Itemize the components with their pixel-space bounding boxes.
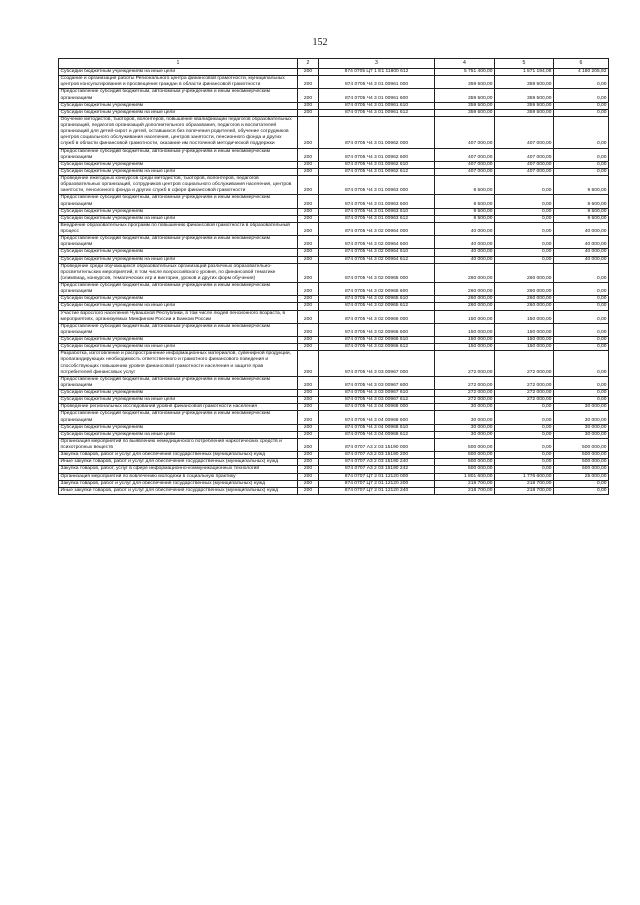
row-group-cell: 200 — [298, 69, 319, 76]
row-value-col6: 40 000,00 — [554, 222, 609, 235]
table-row — [59, 222, 609, 235]
header-col-5: 5 — [495, 59, 554, 69]
row-value-col5: 407 000,00 — [495, 116, 554, 148]
table-row — [59, 168, 609, 175]
row-name-cell: Субсидии бюджетным учреждениям на иные цели — [59, 431, 298, 438]
row-value-col5: 359 500,00 — [495, 76, 554, 89]
table-row — [59, 351, 609, 377]
row-name-cell: Внедрение образовательных программ по повышению финансовой грамотности в образовательный процесс — [59, 222, 298, 235]
row-group-cell: 200 — [298, 109, 319, 116]
header-col-6: 6 — [554, 59, 609, 69]
row-code-cell: 874 0707 А3 2 03 15190 200 — [319, 452, 435, 459]
row-name-cell: Закупка товаров, работ и услуг для обеспечения государственных (муниципальных) нужд — [59, 480, 298, 487]
row-code-cell: 874 0705 Ч4 3 03 00967 610 — [319, 390, 435, 397]
row-code-cell: 874 0705 Ч4 3 01 00963 000 — [319, 176, 435, 195]
row-value-col6: 0,00 — [554, 303, 609, 310]
row-value-col4: 500 000,00 — [435, 438, 495, 451]
row-name-cell: Субсидии бюджетным учреждениям — [59, 337, 298, 344]
row-value-col5: 0,00 — [495, 215, 554, 222]
table-row — [59, 283, 609, 296]
row-value-col4: 218 700,00 — [435, 487, 495, 494]
row-value-col5: 359 500,00 — [495, 102, 554, 109]
row-value-col5: 260 000,00 — [495, 303, 554, 310]
row-value-col4: 9 500,00 — [435, 208, 495, 215]
row-group-cell: 200 — [298, 89, 319, 102]
row-value-col6: 0,00 — [554, 323, 609, 336]
row-group-cell: 200 — [298, 487, 319, 494]
row-code-cell: 874 0705 Ч4 3 03 00967 612 — [319, 397, 435, 404]
row-value-col6: 30 000,00 — [554, 411, 609, 424]
row-value-col6: 0,00 — [554, 168, 609, 175]
row-value-col6: 9 500,00 — [554, 195, 609, 208]
row-group-cell: 200 — [298, 452, 319, 459]
row-group-cell: 200 — [298, 236, 319, 249]
row-value-col6: 0,00 — [554, 296, 609, 303]
row-group-cell: 200 — [298, 256, 319, 263]
row-value-col4: 500 000,00 — [435, 459, 495, 466]
row-value-col4: 359 500,00 — [435, 89, 495, 102]
table-row — [59, 411, 609, 424]
table-header-row — [59, 59, 609, 69]
row-name-cell: Субсидии бюджетным учреждениям — [59, 424, 298, 431]
row-code-cell: 874 0705 Ч4 3 01 00963 600 — [319, 195, 435, 208]
table-row — [59, 487, 609, 494]
row-value-col5: 0,00 — [495, 438, 554, 451]
row-value-col6: 0,00 — [554, 148, 609, 161]
table-row — [59, 404, 609, 411]
row-value-col4: 359 500,00 — [435, 109, 495, 116]
row-code-cell: 874 0705 Ч4 3 02 00966 000 — [319, 310, 435, 323]
row-group-cell: 200 — [298, 351, 319, 377]
row-value-col4: 407 000,00 — [435, 168, 495, 175]
table-row — [59, 69, 609, 76]
row-code-cell: 874 0705 Ч4 3 02 00964 610 — [319, 249, 435, 256]
row-name-cell: Организация мероприятий по выявлению немедицинского потребления наркотических средств и психотропных веществ — [59, 438, 298, 451]
row-group-cell: 200 — [298, 148, 319, 161]
table-row — [59, 109, 609, 116]
row-group-cell: 200 — [298, 310, 319, 323]
row-group-cell: 200 — [298, 208, 319, 215]
row-value-col6: 0,00 — [554, 161, 609, 168]
row-value-col6: 0,00 — [554, 283, 609, 296]
row-value-col5: 0,00 — [495, 452, 554, 459]
row-code-cell: 874 0705 Ч4 3 01 00962 000 — [319, 116, 435, 148]
row-group-cell: 200 — [298, 411, 319, 424]
row-code-cell: 874 0705 Ч4 3 01 00962 600 — [319, 148, 435, 161]
row-value-col4: 40 000,00 — [435, 236, 495, 249]
row-name-cell: Предоставление субсидий бюджетным, автономным учреждениям и иным некоммерческим организациям — [59, 89, 298, 102]
row-value-col6: 0,00 — [554, 390, 609, 397]
row-value-col6: 40 000,00 — [554, 256, 609, 263]
row-group-cell: 200 — [298, 222, 319, 235]
row-name-cell: Субсидии бюджетным учреждениям на иные цели — [59, 109, 298, 116]
row-code-cell: 874 0705 Ч4 3 02 00964 000 — [319, 222, 435, 235]
table-row — [59, 215, 609, 222]
row-value-col4: 40 000,00 — [435, 249, 495, 256]
row-group-cell: 200 — [298, 344, 319, 351]
table-row — [59, 424, 609, 431]
table-row — [59, 310, 609, 323]
row-value-col5: 0,00 — [495, 249, 554, 256]
row-value-col4: 218 700,00 — [435, 480, 495, 487]
row-name-cell: Проведение региональных исследований уровня финансовой грамотности населения — [59, 404, 298, 411]
table-row — [59, 176, 609, 195]
table-row — [59, 208, 609, 215]
row-value-col5: 0,00 — [495, 208, 554, 215]
row-name-cell: Субсидии бюджетным учреждениям на иные цели — [59, 303, 298, 310]
row-name-cell: Проведение ежегодных конкурсов среди методистов, тьюторов, волонтеров, педагогов образовательных организаций, сотрудников центров социального обслуживания населения, центров занятости, пенсионного фонда и других служб в сфере финансовой грамотности — [59, 176, 298, 195]
row-value-col5: 150 000,00 — [495, 310, 554, 323]
row-name-cell: Предоставление субсидий бюджетным, автономным учреждениям и иным некоммерческим организациям — [59, 236, 298, 249]
row-code-cell: 874 0705 Ч4 3 04 00968 000 — [319, 404, 435, 411]
row-code-cell: 874 0707 А3 2 03 15190 000 — [319, 438, 435, 451]
row-value-col6: 40 000,00 — [554, 236, 609, 249]
row-value-col5: 150 000,00 — [495, 337, 554, 344]
row-group-cell: 200 — [298, 438, 319, 451]
row-group-cell: 200 — [298, 161, 319, 168]
row-name-cell: Субсидии бюджетным учреждениям на иные цели — [59, 69, 298, 76]
row-code-cell: 874 0705 Ч4 3 01 00961 000 — [319, 76, 435, 89]
table-row — [59, 466, 609, 473]
row-value-col6: 4 180 205,92 — [554, 69, 609, 76]
table-row — [59, 459, 609, 466]
row-value-col4: 1 801 600,00 — [435, 473, 495, 480]
row-value-col6: 9 500,00 — [554, 176, 609, 195]
row-group-cell: 200 — [298, 215, 319, 222]
row-name-cell: Субсидии бюджетным учреждениям на иные цели — [59, 168, 298, 175]
row-name-cell: Организация мероприятий по вовлечению молодежи в социальную практику — [59, 473, 298, 480]
row-value-col4: 5 751 400,00 — [435, 69, 495, 76]
row-group-cell: 200 — [298, 459, 319, 466]
row-code-cell: 874 0705 Ч4 3 02 00965 000 — [319, 263, 435, 282]
row-value-col4: 407 000,00 — [435, 116, 495, 148]
page-number: 152 — [312, 37, 328, 48]
row-value-col6: 25 000,00 — [554, 473, 609, 480]
row-value-col4: 150 000,00 — [435, 310, 495, 323]
row-value-col5: 218 700,00 — [495, 480, 554, 487]
row-group-cell: 200 — [298, 195, 319, 208]
row-name-cell: Субсидии бюджетным учреждениям на иные цели — [59, 256, 298, 263]
row-value-col6: 0,00 — [554, 116, 609, 148]
row-code-cell: 874 0705 Ч4 3 01 00961 610 — [319, 102, 435, 109]
row-value-col6: 0,00 — [554, 310, 609, 323]
row-value-col5: 1 571 194,08 — [495, 69, 554, 76]
table-row — [59, 452, 609, 459]
row-group-cell: 200 — [298, 466, 319, 473]
row-group-cell: 200 — [298, 376, 319, 389]
row-value-col5: 0,00 — [495, 466, 554, 473]
row-code-cell: 874 0705 Ц7 1 Е1 11800 612 — [319, 69, 435, 76]
row-value-col6: 0,00 — [554, 76, 609, 89]
row-value-col6: 500 000,00 — [554, 459, 609, 466]
header-col-3: 3 — [319, 59, 435, 69]
row-group-cell: 200 — [298, 404, 319, 411]
row-value-col6: 500 000,00 — [554, 466, 609, 473]
row-value-col6: 0,00 — [554, 376, 609, 389]
row-value-col4: 359 500,00 — [435, 102, 495, 109]
table-row — [59, 296, 609, 303]
row-name-cell: Субсидии бюджетным учреждениям на иные цели — [59, 215, 298, 222]
row-code-cell: 874 0705 Ч4 3 01 00963 612 — [319, 215, 435, 222]
row-name-cell: Разработка, изготовление и распространение информационных материалов, сувенирной продукции, пропагандирующих необходимость ответственного и грамотного финансового поведения и способствующих повышению уровня финансовой грамотности населения и защите прав потребителей финансовых услуг — [59, 351, 298, 377]
row-value-col5: 407 000,00 — [495, 161, 554, 168]
row-code-cell: 874 0705 Ч4 3 02 00965 600 — [319, 283, 435, 296]
row-name-cell: Предоставление субсидий бюджетным, автономным учреждениям и иным некоммерческим организациям — [59, 411, 298, 424]
row-value-col6: 0,00 — [554, 263, 609, 282]
row-group-cell: 200 — [298, 424, 319, 431]
row-name-cell: Обучение методистов, тьюторов, волонтеров, повышение квалификации педагогов образовательных организаций, педагогов организаций дополнительного образования, педагогов и воспитателей организаций для детей-сирот и детей, оставшихся без попечения родителей, обучение сотрудников центров социального обслуживания населения, центров занятости, пенсионного фонда и других служб в области финансовой грамотности, оказание им постоянной методической поддержки — [59, 116, 298, 148]
row-group-cell: 200 — [298, 102, 319, 109]
row-value-col4: 40 000,00 — [435, 256, 495, 263]
row-value-col5: 150 000,00 — [495, 323, 554, 336]
row-name-cell: Субсидии бюджетным учреждениям — [59, 296, 298, 303]
row-value-col4: 30 000,00 — [435, 411, 495, 424]
row-value-col6: 0,00 — [554, 344, 609, 351]
row-value-col4: 260 000,00 — [435, 303, 495, 310]
table-row — [59, 102, 609, 109]
row-name-cell: Субсидии бюджетным учреждениям — [59, 208, 298, 215]
row-name-cell: Субсидии бюджетным учреждениям на иные цели — [59, 397, 298, 404]
row-value-col5: 0,00 — [495, 256, 554, 263]
row-value-col4: 260 000,00 — [435, 296, 495, 303]
row-code-cell: 874 0705 Ч4 3 02 00965 610 — [319, 296, 435, 303]
row-code-cell: 874 0705 Ч4 3 02 00964 612 — [319, 256, 435, 263]
row-name-cell: Предоставление субсидий бюджетным, автономным учреждениям и иным некоммерческим организациям — [59, 376, 298, 389]
table-row — [59, 76, 609, 89]
row-group-cell: 200 — [298, 283, 319, 296]
table-row — [59, 116, 609, 148]
table-row — [59, 323, 609, 336]
row-code-cell: 874 0705 Ч4 3 04 00968 610 — [319, 424, 435, 431]
row-name-cell: Предоставление субсидий бюджетным, автономным учреждениям и иным некоммерческим организациям — [59, 195, 298, 208]
row-value-col6: 0,00 — [554, 89, 609, 102]
header-col-1: 1 — [59, 59, 298, 69]
row-group-cell: 200 — [298, 473, 319, 480]
row-value-col6: 9 500,00 — [554, 215, 609, 222]
row-name-cell: Иные закупки товаров, работ и услуг для обеспечения государственных (муниципальных) нужд — [59, 487, 298, 494]
row-name-cell: Иные закупки товаров, работ и услуг для обеспечения государственных (муниципальных) нужд — [59, 459, 298, 466]
row-code-cell: 874 0707 Ц7 2 01 12120 240 — [319, 487, 435, 494]
table-row — [59, 390, 609, 397]
row-group-cell: 200 — [298, 303, 319, 310]
row-code-cell: 874 0705 Ч4 3 01 00962 612 — [319, 168, 435, 175]
row-value-col5: 1 776 600,00 — [495, 473, 554, 480]
row-name-cell: Субсидии бюджетным учреждениям на иные цели — [59, 344, 298, 351]
row-value-col6: 0,00 — [554, 480, 609, 487]
row-code-cell: 874 0705 Ч4 3 01 00962 610 — [319, 161, 435, 168]
row-value-col4: 272 000,00 — [435, 397, 495, 404]
row-value-col5: 0,00 — [495, 236, 554, 249]
row-code-cell: 874 0705 Ч4 3 01 00963 610 — [319, 208, 435, 215]
row-code-cell: 874 0705 Ч4 3 02 00966 600 — [319, 323, 435, 336]
table-row — [59, 473, 609, 480]
row-value-col6: 0,00 — [554, 351, 609, 377]
row-value-col5: 260 000,00 — [495, 283, 554, 296]
row-value-col5: 407 000,00 — [495, 148, 554, 161]
row-name-cell: Субсидии бюджетным учреждениям — [59, 390, 298, 397]
row-value-col4: 150 000,00 — [435, 344, 495, 351]
table-row — [59, 337, 609, 344]
row-group-cell: 200 — [298, 390, 319, 397]
row-value-col4: 150 000,00 — [435, 323, 495, 336]
row-name-cell: Участие взрослого населения Чувашской Республики, в том числе людей пенсионного возраста, в мероприятиях, организуемых Минфином России и Банком России — [59, 310, 298, 323]
row-value-col4: 30 000,00 — [435, 404, 495, 411]
row-value-col6: 0,00 — [554, 337, 609, 344]
table-row — [59, 161, 609, 168]
row-group-cell: 200 — [298, 263, 319, 282]
row-group-cell: 200 — [298, 337, 319, 344]
row-value-col6: 9 500,00 — [554, 208, 609, 215]
header-col-4: 4 — [435, 59, 495, 69]
table-row — [59, 344, 609, 351]
row-value-col5: 218 700,00 — [495, 487, 554, 494]
row-value-col4: 40 000,00 — [435, 222, 495, 235]
row-value-col4: 9 500,00 — [435, 176, 495, 195]
row-value-col4: 260 000,00 — [435, 263, 495, 282]
row-group-cell: 200 — [298, 116, 319, 148]
row-name-cell: Субсидии бюджетным учреждениям — [59, 102, 298, 109]
table-row — [59, 263, 609, 282]
row-code-cell: 874 0705 Ч4 3 03 00967 600 — [319, 376, 435, 389]
row-value-col4: 9 500,00 — [435, 215, 495, 222]
row-group-cell: 200 — [298, 397, 319, 404]
row-code-cell: 874 0705 Ч4 3 04 00968 612 — [319, 431, 435, 438]
row-value-col5: 260 000,00 — [495, 263, 554, 282]
row-value-col6: 30 000,00 — [554, 431, 609, 438]
row-group-cell: 200 — [298, 431, 319, 438]
row-name-cell: Субсидии бюджетным учреждениям — [59, 249, 298, 256]
row-value-col5: 407 000,00 — [495, 168, 554, 175]
row-group-cell: 200 — [298, 296, 319, 303]
row-group-cell: 200 — [298, 76, 319, 89]
row-value-col5: 0,00 — [495, 411, 554, 424]
row-value-col4: 9 500,00 — [435, 195, 495, 208]
row-code-cell: 874 0707 А3 2 03 15190 242 — [319, 466, 435, 473]
row-value-col5: 150 000,00 — [495, 344, 554, 351]
row-value-col4: 272 000,00 — [435, 351, 495, 377]
row-value-col5: 0,00 — [495, 431, 554, 438]
row-code-cell: 874 0705 Ч4 3 02 00966 610 — [319, 337, 435, 344]
table-row — [59, 236, 609, 249]
row-value-col4: 272 000,00 — [435, 376, 495, 389]
row-value-col5: 0,00 — [495, 424, 554, 431]
table-row — [59, 303, 609, 310]
row-name-cell: Закупка товаров, работ, услуг в сфере информационно-коммуникационных технологий — [59, 466, 298, 473]
row-name-cell: Предоставление субсидий бюджетным, автономным учреждениям и иным некоммерческим организациям — [59, 283, 298, 296]
table-row — [59, 89, 609, 102]
row-name-cell: Предоставление субсидий бюджетным, автономным учреждениям и иным некоммерческим организациям — [59, 323, 298, 336]
budget-table — [58, 58, 609, 495]
row-value-col5: 0,00 — [495, 176, 554, 195]
row-value-col4: 260 000,00 — [435, 283, 495, 296]
row-value-col5: 0,00 — [495, 459, 554, 466]
row-code-cell: 874 0705 Ч4 3 03 00967 000 — [319, 351, 435, 377]
table-row — [59, 376, 609, 389]
row-value-col6: 0,00 — [554, 102, 609, 109]
row-code-cell: 874 0707 Ц7 2 01 12120 000 — [319, 473, 435, 480]
row-group-cell: 200 — [298, 323, 319, 336]
row-value-col5: 272 000,00 — [495, 390, 554, 397]
row-value-col5: 0,00 — [495, 404, 554, 411]
row-name-cell: Закупка товаров, работ и услуг для обеспечения государственных (муниципальных) нужд — [59, 452, 298, 459]
row-name-cell: Создание и организация работы Регионального центра финансовой грамотности, муниципальных центров консультирования и просвещения граждан в области финансовой грамотности — [59, 76, 298, 89]
row-value-col5: 359 500,00 — [495, 89, 554, 102]
row-value-col6: 500 000,00 — [554, 438, 609, 451]
row-group-cell: 200 — [298, 480, 319, 487]
row-value-col4: 407 000,00 — [435, 161, 495, 168]
row-value-col5: 260 000,00 — [495, 296, 554, 303]
row-code-cell: 874 0705 Ч4 3 01 00961 612 — [319, 109, 435, 116]
row-value-col6: 0,00 — [554, 397, 609, 404]
row-value-col5: 272 000,00 — [495, 397, 554, 404]
row-code-cell: 874 0705 Ч4 3 01 00961 600 — [319, 89, 435, 102]
table-row — [59, 397, 609, 404]
row-group-cell: 200 — [298, 168, 319, 175]
row-value-col6: 500 000,00 — [554, 452, 609, 459]
table-row — [59, 431, 609, 438]
row-value-col6: 30 000,00 — [554, 404, 609, 411]
row-value-col5: 0,00 — [495, 222, 554, 235]
table-row — [59, 249, 609, 256]
table-row — [59, 195, 609, 208]
row-code-cell: 874 0705 Ч4 3 02 00966 612 — [319, 344, 435, 351]
header-col-2: 2 — [298, 59, 319, 69]
row-value-col4: 272 000,00 — [435, 390, 495, 397]
row-value-col5: 359 500,00 — [495, 109, 554, 116]
row-value-col5: 0,00 — [495, 195, 554, 208]
row-value-col5: 272 000,00 — [495, 376, 554, 389]
row-value-col4: 500 000,00 — [435, 452, 495, 459]
row-value-col5: 272 000,00 — [495, 351, 554, 377]
row-code-cell: 874 0705 Ч4 3 02 00964 600 — [319, 236, 435, 249]
table-row — [59, 480, 609, 487]
row-name-cell: Субсидии бюджетным учреждениям — [59, 161, 298, 168]
row-value-col6: 0,00 — [554, 109, 609, 116]
row-value-col4: 500 000,00 — [435, 466, 495, 473]
table-row — [59, 148, 609, 161]
row-value-col4: 30 000,00 — [435, 431, 495, 438]
table-row — [59, 438, 609, 451]
row-code-cell: 874 0705 Ч4 3 02 00965 612 — [319, 303, 435, 310]
row-value-col4: 30 000,00 — [435, 424, 495, 431]
row-group-cell: 200 — [298, 249, 319, 256]
row-value-col4: 150 000,00 — [435, 337, 495, 344]
row-code-cell: 874 0705 Ч4 3 04 00968 600 — [319, 411, 435, 424]
row-value-col6: 0,00 — [554, 487, 609, 494]
row-value-col4: 407 000,00 — [435, 148, 495, 161]
row-value-col6: 30 000,00 — [554, 424, 609, 431]
row-value-col4: 359 500,00 — [435, 76, 495, 89]
row-value-col6: 40 000,00 — [554, 249, 609, 256]
row-name-cell: Проведение среди обучающихся образовательных организаций различных образовательно-просветительских мероприятий, в том числе всероссийского уровня, по финансовой тематике (олимпиад, конкурсов, тематических игр и викторин, уроков и других форм обучения) — [59, 263, 298, 282]
row-group-cell: 200 — [298, 176, 319, 195]
row-name-cell: Предоставление субсидий бюджетным, автономным учреждениям и иным некоммерческим организациям — [59, 148, 298, 161]
table-row — [59, 256, 609, 263]
row-code-cell: 874 0707 Ц7 2 01 12120 200 — [319, 480, 435, 487]
row-code-cell: 874 0707 А3 2 03 15190 240 — [319, 459, 435, 466]
